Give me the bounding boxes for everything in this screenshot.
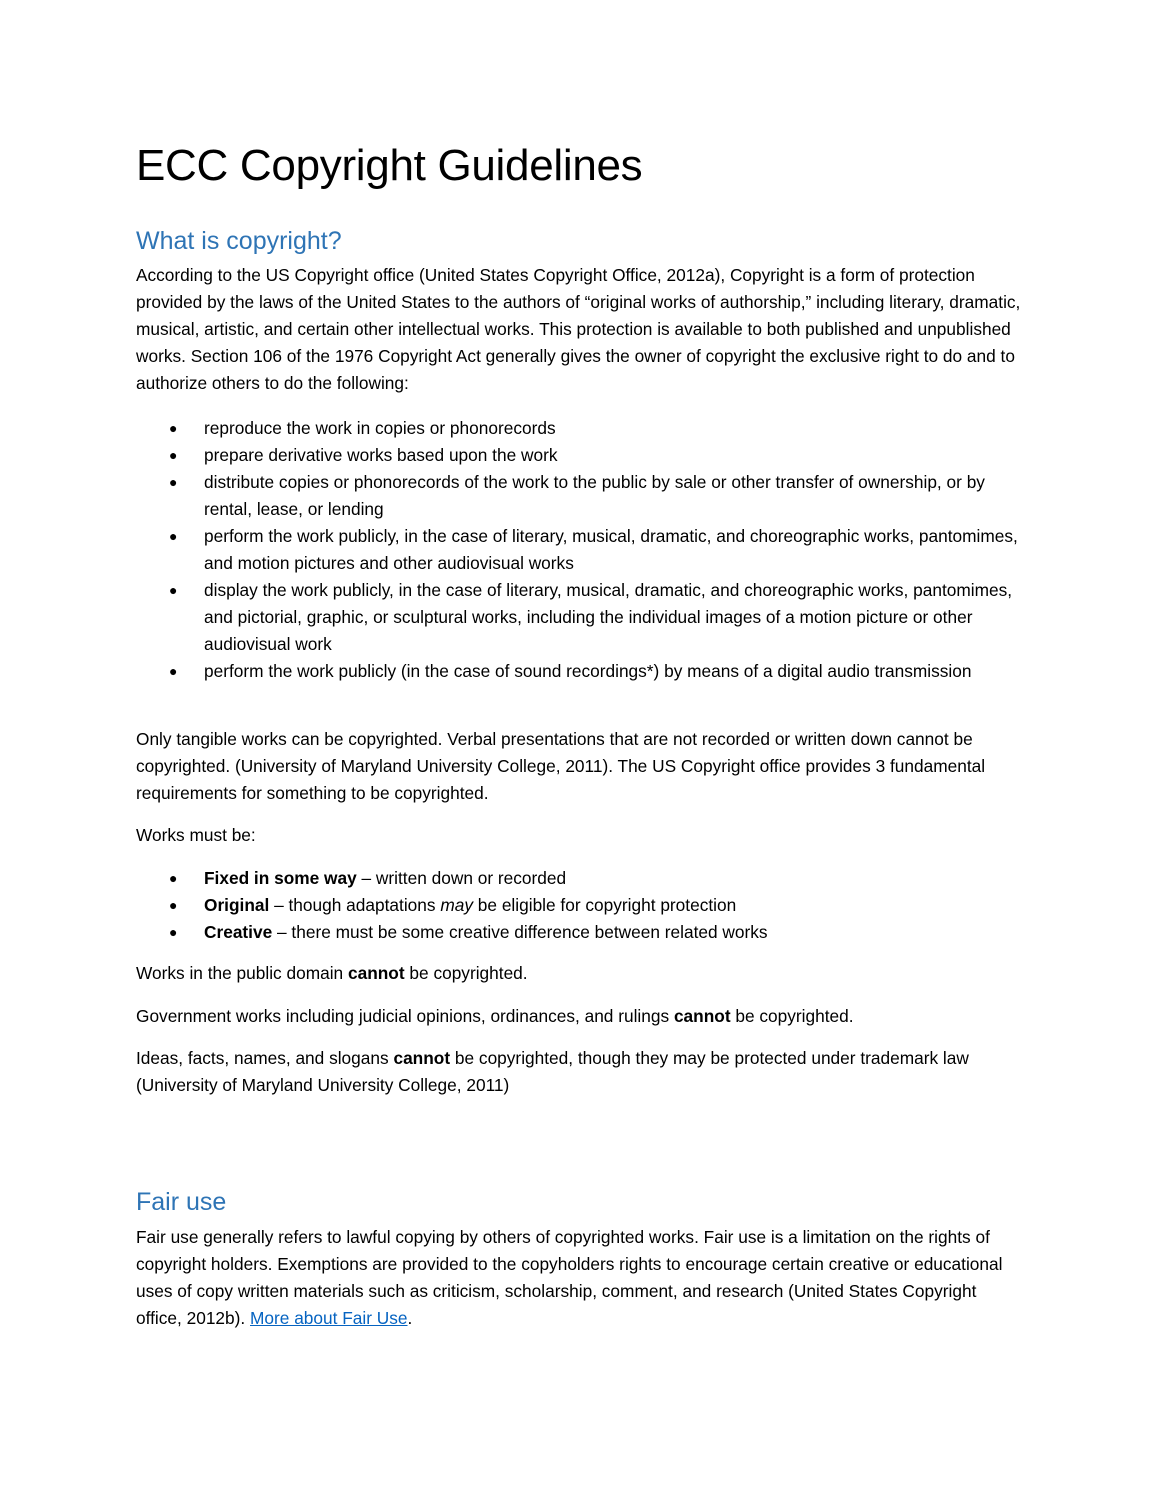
bullet-icon: ●: [169, 582, 178, 598]
bullet-icon: ●: [169, 420, 178, 436]
list-item: ● Creative – there must be some creative difference between related works: [136, 919, 1026, 946]
list-item: ● Original – though adaptations may be eligible for copyright protection: [136, 892, 1026, 919]
government-works-paragraph: Government works including judicial opinions, ordinances, and rulings cannot be copyrighted.: [136, 1006, 854, 1026]
more-about-fair-use-link[interactable]: More about Fair Use: [250, 1308, 408, 1328]
list-item: ● prepare derivative works based upon the work: [136, 442, 1026, 469]
list-item: ● perform the work publicly (in the case of sound recordings*) by means of a digital audio transmission: [136, 658, 1026, 685]
bullet-icon: ●: [169, 924, 178, 940]
bullet-icon: ●: [169, 870, 178, 886]
tangible-works-paragraph: Only tangible works can be copyrighted. Verbal presentations that are not recorded or written down cannot be copyrighted. (University of Maryland University College, 2011). The US Copyright office provides 3 fundamental requirements for something to be copyrighted.: [136, 729, 986, 803]
list-item: ● perform the work publicly, in the case of literary, musical, dramatic, and choreographic works, pantomimes, and motion pictures and other audiovisual works: [136, 523, 1026, 577]
term-original: Original: [204, 895, 270, 915]
fair-use-paragraph: Fair use generally refers to lawful copying by others of copyrighted works. Fair use is a limitation on the rights of copyright holders. Exemptions are provided to the copyholders rights to encourage certain creative or educational uses of copy written materials such as criticism, scholarship, comment, and research (United States Copyright office, 2012b). More about Fair Use.: [136, 1227, 1003, 1328]
page-title: ECC Copyright Guidelines: [136, 141, 643, 190]
emphasis-may: may: [440, 895, 473, 915]
list-item: ● reproduce the work in copies or phonorecords: [136, 415, 1026, 442]
copyright-intro-paragraph: According to the US Copyright office (United States Copyright Office, 2012a), Copyright is a form of protection provided by the laws of the United States to the authors of “original works of authorship,” including literary, dramatic, musical, artistic, and certain other intellectual works. This protection is available to both published and unpublished works. Section 106 of the 1976 Copyright Act generally gives the owner of copyright the exclusive right to do and to authorize others to do the following:: [136, 265, 1021, 393]
bullet-icon: ●: [169, 528, 178, 544]
bullet-icon: ●: [169, 447, 178, 463]
works-must-be-label: Works must be:: [136, 825, 256, 845]
section-heading-fair-use: Fair use: [136, 1188, 227, 1216]
requirements-list: [136, 865, 1026, 946]
list-item: ● distribute copies or phonorecords of the work to the public by sale or other transfer of ownership, or by rental, lease, or lending: [136, 469, 1026, 523]
section-heading-what-is-copyright: What is copyright?: [136, 227, 342, 255]
bullet-icon: ●: [169, 897, 178, 913]
term-creative: Creative: [204, 922, 273, 942]
term-fixed: Fixed in some way: [204, 868, 357, 888]
bullet-icon: ●: [169, 663, 178, 679]
exclusive-rights-list: [136, 415, 1026, 685]
bullet-icon: ●: [169, 474, 178, 490]
list-item: ● Fixed in some way – written down or recorded: [136, 865, 1026, 892]
ideas-paragraph: Ideas, facts, names, and slogans cannot be copyrighted, though they may be protected under trademark law (University of Maryland University College, 2011): [136, 1048, 969, 1095]
public-domain-paragraph: Works in the public domain cannot be copyrighted.: [136, 963, 528, 983]
list-item: ● display the work publicly, in the case of literary, musical, dramatic, and choreographic works, pantomimes, and pictorial, graphic, or sculptural works, including the individual images of a motion picture or other audiovisual work: [136, 577, 1026, 658]
